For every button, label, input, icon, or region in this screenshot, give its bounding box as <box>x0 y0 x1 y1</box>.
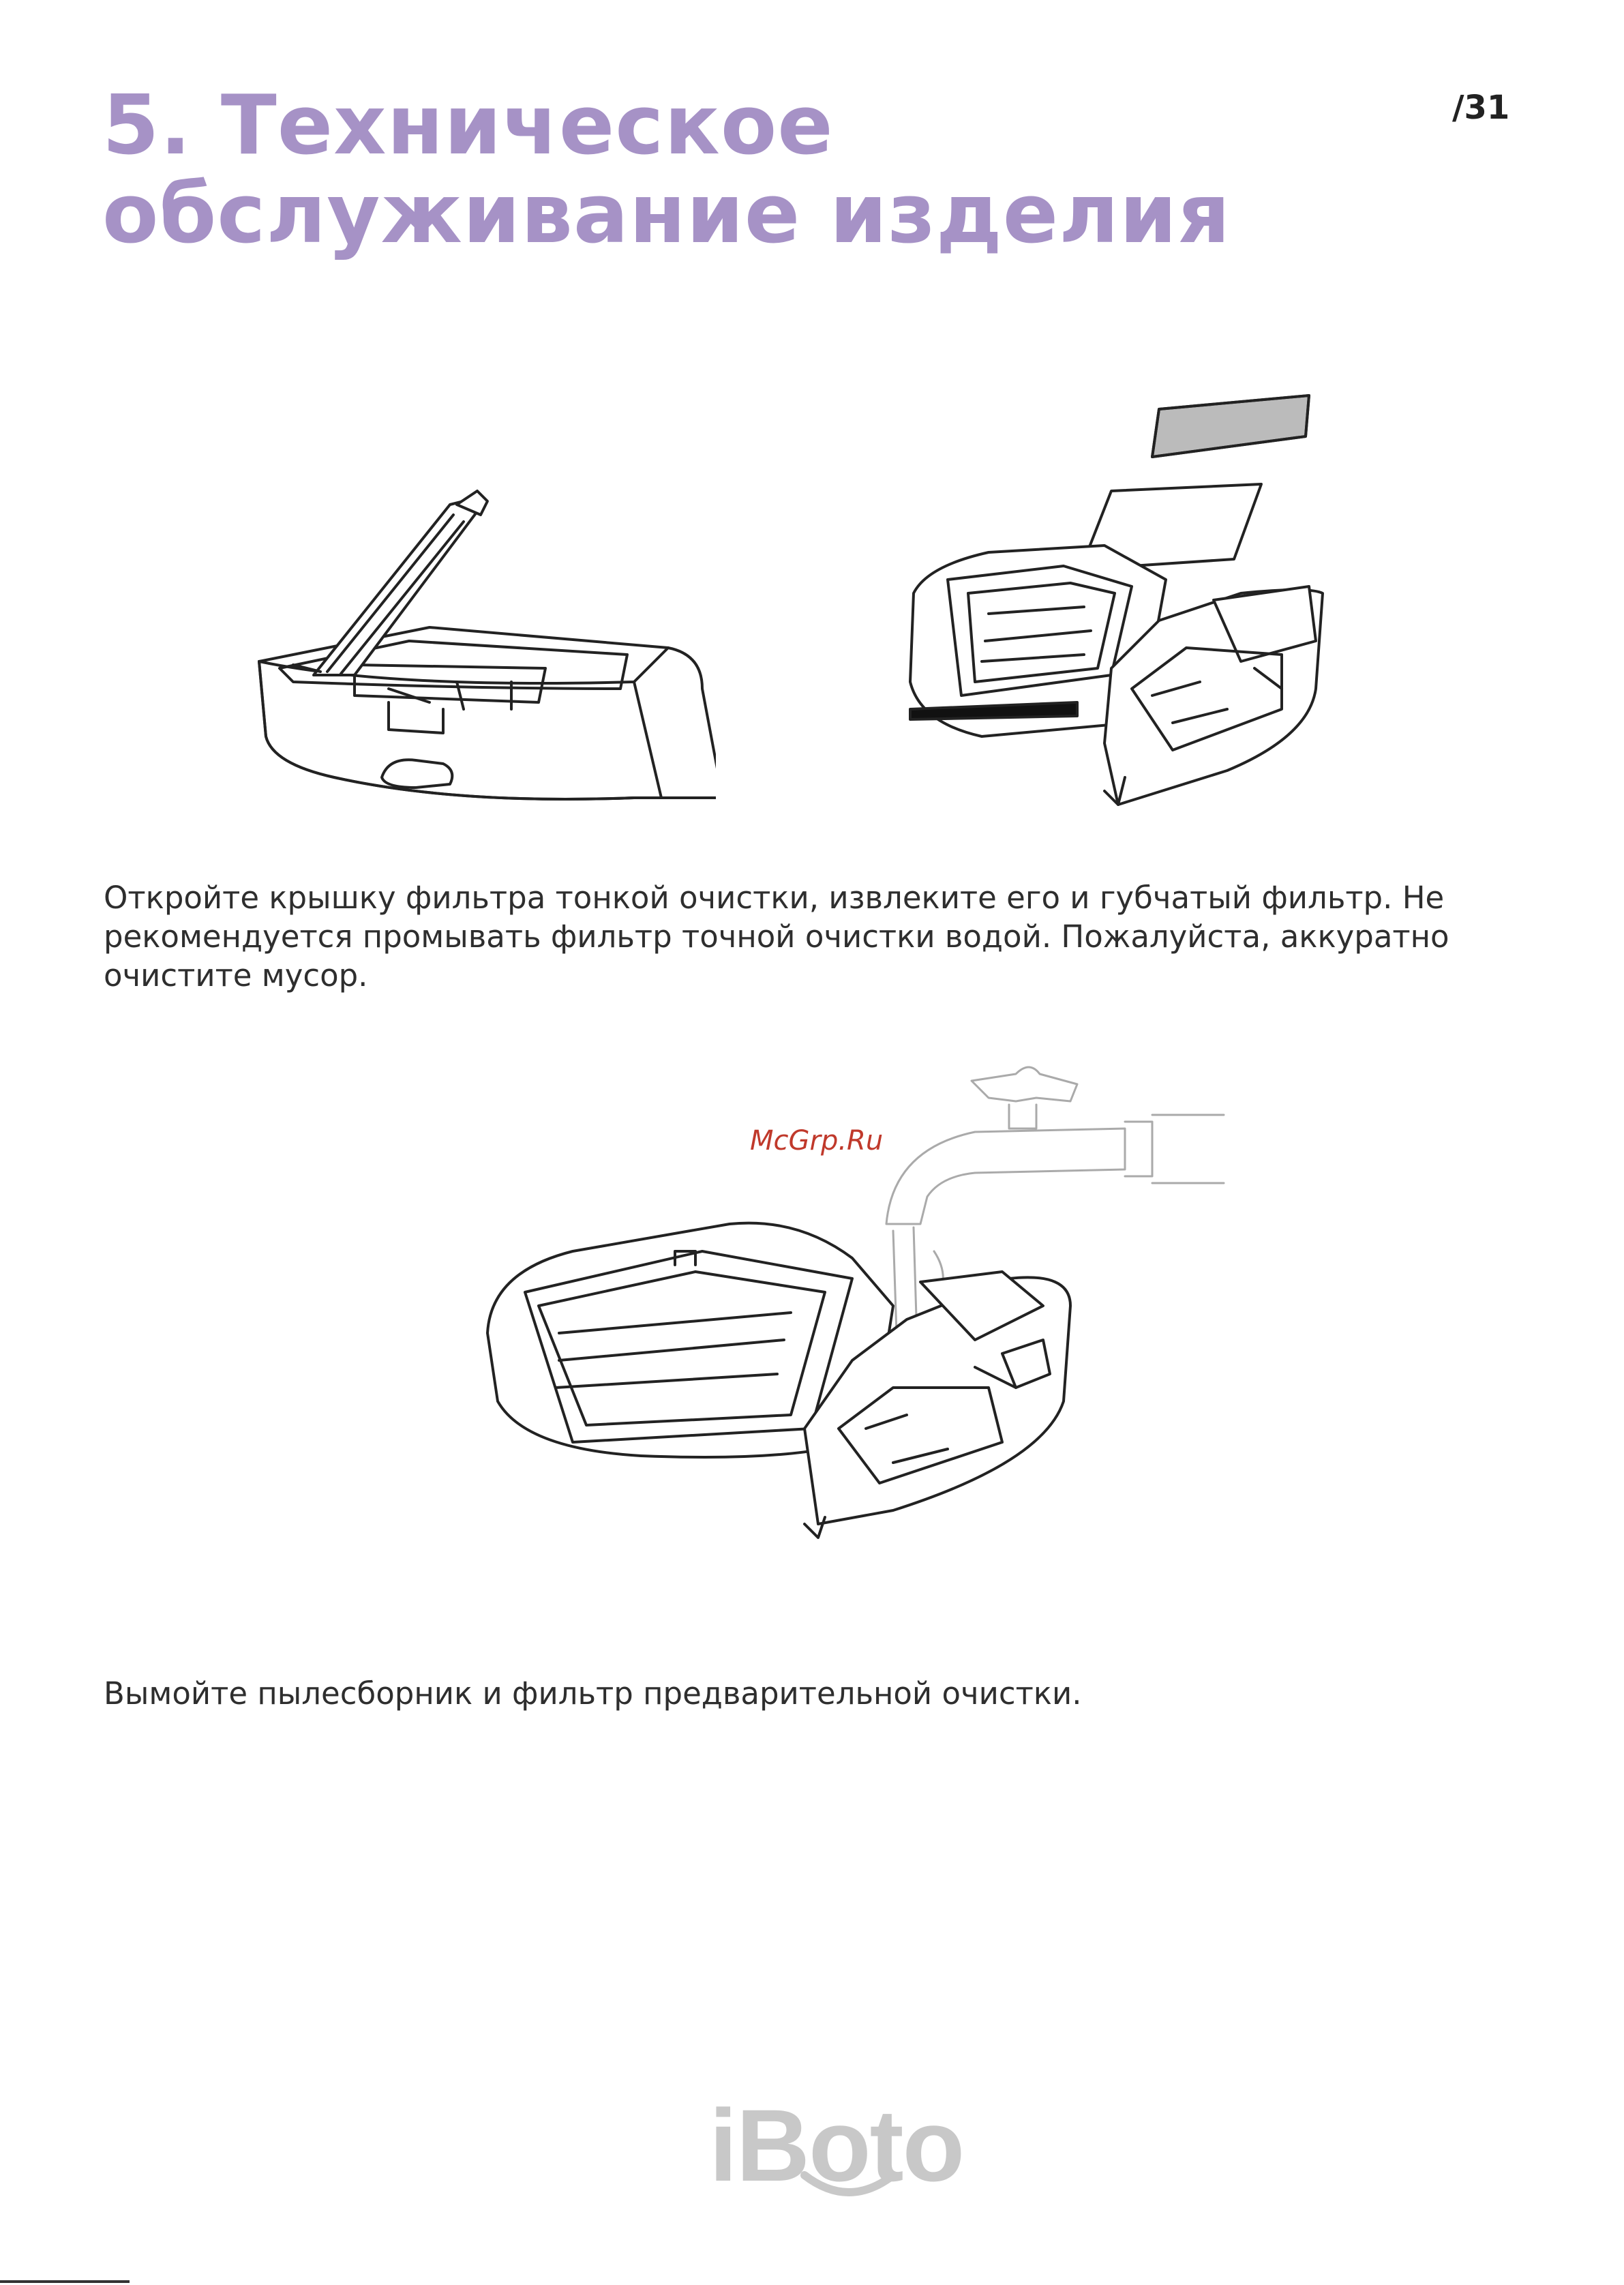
footer-line <box>0 2280 130 2283</box>
faucet-washing-illustration <box>470 1047 1227 1592</box>
dustbin-lid-open-illustration <box>252 484 716 811</box>
filter-removal-illustration <box>900 368 1336 832</box>
step1-instruction: Откройте крышку фильтра тонкой очистки, извлеките его и губчатый фильтр. Не рекомендуется промывать фильтр точной очистки водой. Пожалуйста, аккуратно очистите мусор. <box>104 880 1449 994</box>
page-title: 5. Техническое обслуживание изделия <box>102 78 1231 262</box>
step2-instruction: Вымойте пылесборник и фильтр предварительной очистки. <box>104 1675 1082 1712</box>
watermark: McGrp.Ru <box>750 1125 884 1156</box>
page-number: /31 <box>1452 89 1510 127</box>
iboto-logo: iBoto <box>709 2087 941 2209</box>
logo-smile-icon <box>798 2168 900 2209</box>
